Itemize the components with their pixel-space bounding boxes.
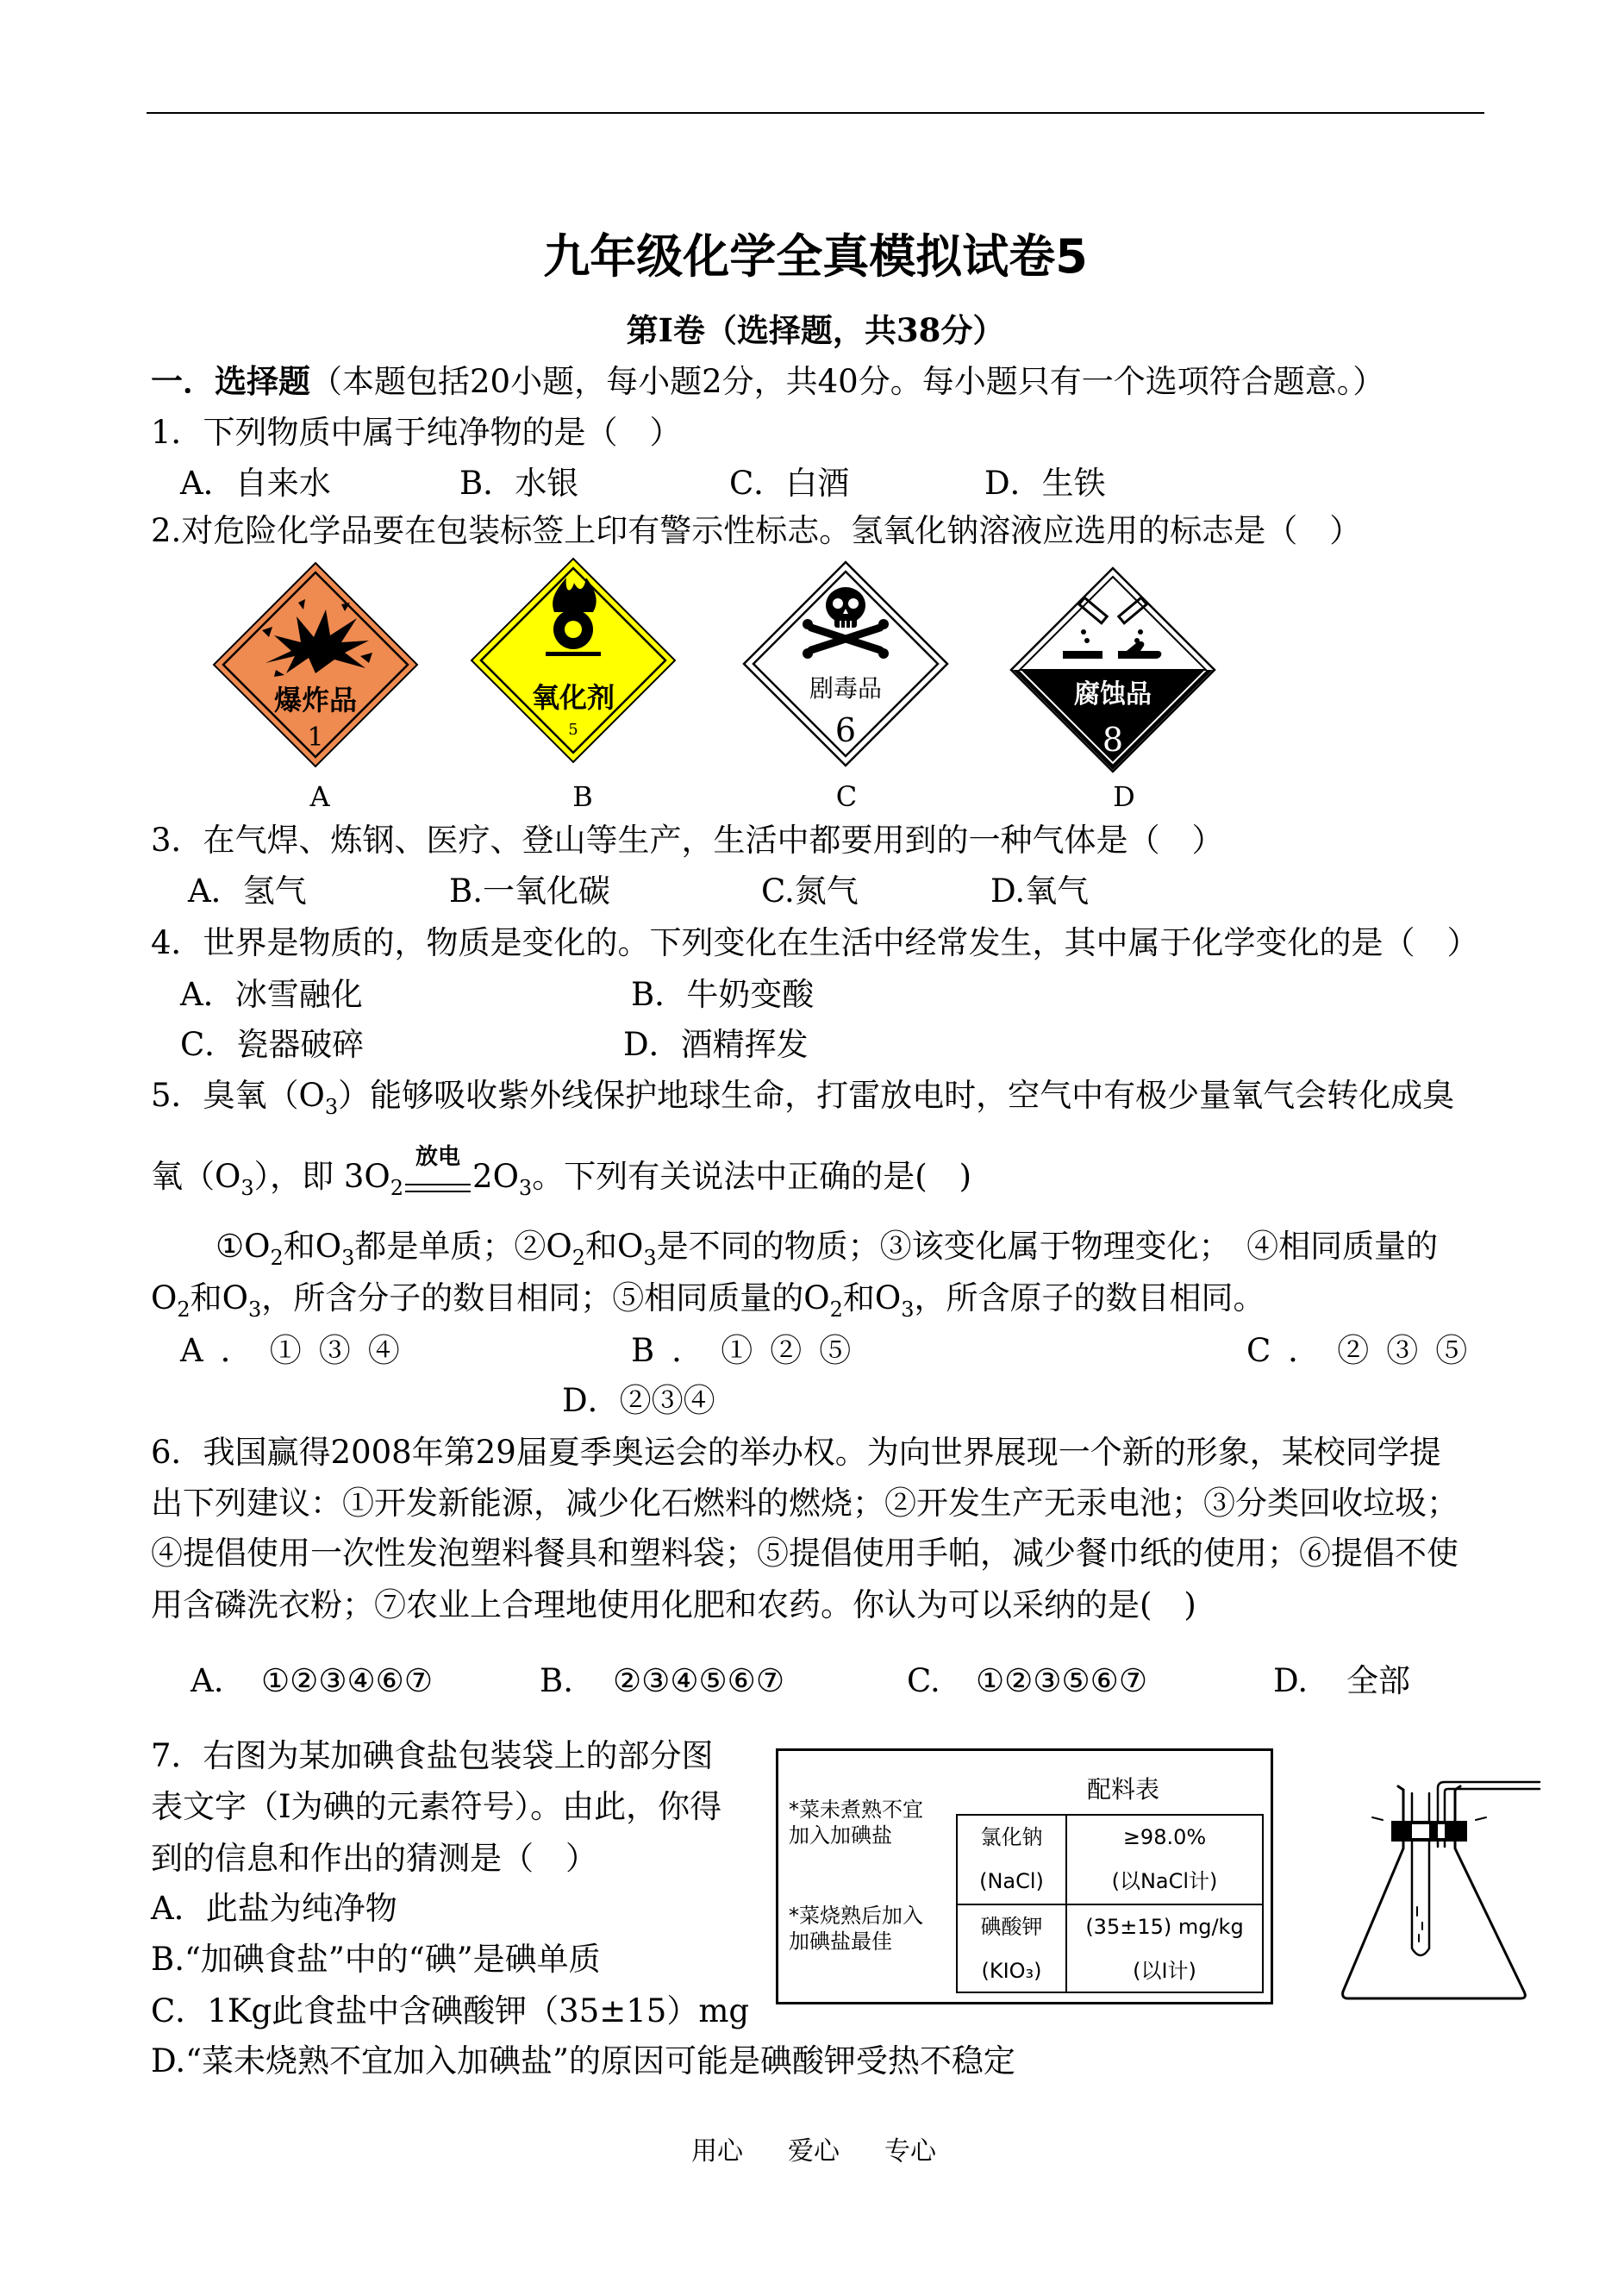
subscript: 2 <box>270 1246 284 1270</box>
q6-option-d-label: D. <box>1273 1662 1309 1699</box>
sign-toxic-name: 剧毒品 <box>809 674 883 703</box>
label-note-line: *菜烧熟后加入 <box>789 1904 923 1928</box>
subscript: 3 <box>247 1298 262 1322</box>
q1-option-c: C．白酒 <box>729 465 850 502</box>
section-note: （本题包括20小题，每小题2分，共40分。每小题只有一个选项符合题意。） <box>310 363 1385 400</box>
q6-option-a-text: ①②③④⑥⑦ <box>261 1662 434 1699</box>
q1-stem: 1．下列物质中属于纯净物的是（ ） <box>151 414 682 451</box>
page-title: 九年级化学全真模拟试卷5 <box>543 229 1088 284</box>
q1-option-d: D．生铁 <box>984 465 1106 502</box>
sign-toxic <box>742 560 949 767</box>
subscript: 2 <box>390 1176 404 1200</box>
sign-oxidizer-class: 5 <box>568 721 578 739</box>
section-line <box>151 362 1384 401</box>
q3-stem: 3．在气焊、炼钢、医疗、登山等生产，生活中都要用到的一种气体是（ ） <box>151 822 1224 859</box>
label-title: 配料表 <box>1086 1775 1159 1804</box>
ingredient-formula: (NaCl) <box>979 1869 1044 1893</box>
text-run: 氧（O <box>151 1158 241 1195</box>
q5-line-3 <box>215 1228 1439 1270</box>
q7-option-d: D.“菜未烧熟不宜加入加碘盐”的原因可能是碘酸钾受热不稳定 <box>151 2042 1015 2079</box>
text-run: 和O <box>190 1279 248 1316</box>
subscript: 2 <box>572 1246 586 1270</box>
sign-corrosive-name: 腐蚀品 <box>1074 679 1152 710</box>
q6-line-3: ④提倡使用一次性发泡塑料餐具和塑料袋；⑤提倡使用手帕，减少餐巾纸的使用；⑥提倡不使 <box>151 1535 1458 1572</box>
q5-option-a: A．①③④ <box>180 1332 417 1369</box>
table-row <box>958 1904 1262 1993</box>
q7-option-c: C．1Kg此食盐中含碘酸钾（35±15）mg <box>151 1992 750 2029</box>
q4-stem: 4．世界是物质的，物质是变化的。下列变化在生活中经常发生，其中属于化学变化的是（ ） <box>151 924 1479 961</box>
sign-label-a: A <box>309 780 330 813</box>
footer-word: 用心 <box>691 2136 743 2167</box>
q7-line-3: 到的信息和作出的猜测是（ ） <box>151 1840 597 1877</box>
q6-line-1: 6．我国赢得2008年第29届夏季奥运会的举办权。为向世界展现一个新的形象，某校同学提 <box>151 1434 1441 1471</box>
q1-option-a: A．自来水 <box>180 465 331 502</box>
q4-option-b: B．牛奶变酸 <box>631 976 815 1013</box>
q5-line-1 <box>151 1077 1455 1119</box>
text-run: 5．臭氧（O <box>151 1077 325 1114</box>
text-run: O <box>151 1279 178 1316</box>
sign-label-d: D <box>1113 780 1135 813</box>
q6-option-c-label: C. <box>907 1662 940 1699</box>
text-run: ，所含分子的数目相同；⑤相同质量的O <box>261 1279 830 1316</box>
sign-explosive-class: 1 <box>307 722 324 753</box>
ingredient-table <box>956 1814 1264 1993</box>
q7-option-b: B.“加碘食盐”中的“碘”是碘单质 <box>151 1941 601 1978</box>
page-footer <box>555 2136 1072 2167</box>
text-run: 是不同的物质；③该变化属于物理变化； ④相同质量的 <box>656 1228 1439 1265</box>
text-run: 。下列有关说法中正确的是( ) <box>532 1158 972 1195</box>
subscript: 3 <box>324 1095 339 1119</box>
sign-explosive-name: 爆炸品 <box>273 684 358 716</box>
q5-option-c: C．②③⑤ <box>1246 1332 1485 1369</box>
q3-option-d: D.氧气 <box>990 872 1090 910</box>
ingredient-name: 碘酸钾 <box>980 1915 1043 1939</box>
label-note-2 <box>789 1903 923 1954</box>
header-rule <box>147 112 1484 114</box>
text-run: 和O <box>585 1228 644 1265</box>
section-heading: 一．选择题 <box>151 362 310 400</box>
q4-option-c: C．瓷器破碎 <box>180 1026 365 1063</box>
text-run: ），即 3O <box>253 1158 390 1195</box>
q3-option-a: A．氢气 <box>188 872 307 910</box>
sign-explosive <box>212 561 419 768</box>
q3-option-b: B.一氧化碳 <box>449 872 610 910</box>
q6-option-c-text: ①②③⑤⑥⑦ <box>976 1662 1148 1699</box>
q5-option-d: D．②③④ <box>562 1382 715 1419</box>
q6-option-b-label: B. <box>540 1662 573 1699</box>
label-note-1 <box>789 1797 923 1848</box>
label-note-line: 加碘盐最佳 <box>789 1929 892 1954</box>
sign-corrosive <box>1009 566 1216 773</box>
subscript: 2 <box>829 1298 843 1322</box>
ingredient-name-cell <box>958 1816 1067 1905</box>
sign-corrosive-class: 8 <box>1102 721 1124 759</box>
q7-line-2: 表文字（I为碘的元素符号）。由此，你得 <box>151 1788 722 1825</box>
q7-option-a: A．此盐为纯净物 <box>151 1890 397 1927</box>
ingredient-label <box>776 1748 1273 2004</box>
subscript: 3 <box>518 1176 533 1200</box>
text-run: 和O <box>842 1279 902 1316</box>
text-run: 和O <box>283 1228 342 1265</box>
text-run: 都是单质；②O <box>354 1228 572 1265</box>
q4-option-a: A．冰雪融化 <box>180 976 363 1013</box>
q2-stem: 2.对危险化学品要在包装标签上印有警示性标志。氢氧化钠溶液应选用的标志是（ ） <box>151 512 1362 549</box>
text-run: ）能够吸收紫外线保护地球生命，打雷放电时，空气中有极少量氧气会转化成臭 <box>338 1077 1455 1114</box>
ingredient-value: ≥98.0% <box>1122 1825 1207 1849</box>
label-note-line: 加入加碘盐 <box>789 1823 892 1848</box>
table-row <box>958 1816 1262 1905</box>
page-subtitle: 第Ⅰ卷（选择题，共38分） <box>626 311 1005 349</box>
subscript: 2 <box>177 1298 191 1322</box>
text-run: 2O <box>472 1158 519 1195</box>
q5-line-2 <box>151 1144 972 1200</box>
subscript: 3 <box>341 1246 355 1270</box>
reaction-condition: 放电 <box>415 1144 461 1170</box>
q1-option-b: B．水银 <box>459 465 579 502</box>
label-note-line: *菜未煮熟不宜 <box>789 1798 923 1822</box>
equals-bar <box>405 1184 471 1192</box>
test-tube <box>1412 1793 1429 1955</box>
ingredient-name-cell <box>958 1905 1067 1993</box>
ingredient-value: (35±15) mg/kg <box>1085 1915 1244 1939</box>
subscript: 3 <box>240 1176 254 1200</box>
reaction-arrow <box>405 1144 471 1196</box>
sign-label-b: B <box>572 780 593 813</box>
q3-option-c: C.氮气 <box>761 872 859 910</box>
ingredient-basis: (以NaCl计) <box>1111 1869 1218 1893</box>
sign-toxic-class: 6 <box>834 711 857 749</box>
q5-line-4 <box>151 1279 1265 1322</box>
footer-word: 爱心 <box>788 2136 840 2167</box>
ingredient-value-cell <box>1067 1816 1262 1905</box>
q6-line-2: 出下列建议：①开发新能源，减少化石燃料的燃烧；②开发生产无汞电池；③分类回收垃圾； <box>151 1485 1458 1522</box>
q6-option-d-text: 全部 <box>1346 1662 1410 1699</box>
q5-option-b: B．①②⑤ <box>631 1332 869 1369</box>
q7-line-1: 7．右图为某加碘食盐包装袋上的部分图 <box>151 1737 714 1774</box>
subscript: 3 <box>643 1246 657 1270</box>
text-run: ，所含原子的数目相同。 <box>914 1279 1265 1316</box>
text-run: ①O <box>215 1228 271 1265</box>
ingredient-formula: (KIO₃) <box>981 1959 1042 1983</box>
sign-label-c: C <box>835 780 858 813</box>
flask-apparatus-icon <box>1338 1778 1545 2004</box>
sign-oxidizer-name: 氧化剂 <box>531 681 615 714</box>
sign-oxidizer <box>470 557 677 764</box>
ingredient-basis: (以I计) <box>1133 1959 1196 1983</box>
q4-option-d: D．酒精挥发 <box>623 1026 809 1063</box>
q6-option-b-text: ②③④⑤⑥⑦ <box>613 1662 785 1699</box>
q6-option-a-label: A. <box>191 1662 224 1699</box>
subscript: 3 <box>901 1298 915 1322</box>
ingredient-name: 氯化钠 <box>980 1825 1043 1849</box>
footer-word: 专心 <box>884 2136 936 2167</box>
q6-line-4: 用含磷洗衣粉；⑦农业上合理地使用化肥和农药。你认为可以采纳的是( ) <box>151 1586 1196 1623</box>
ingredient-value-cell <box>1067 1905 1262 1993</box>
